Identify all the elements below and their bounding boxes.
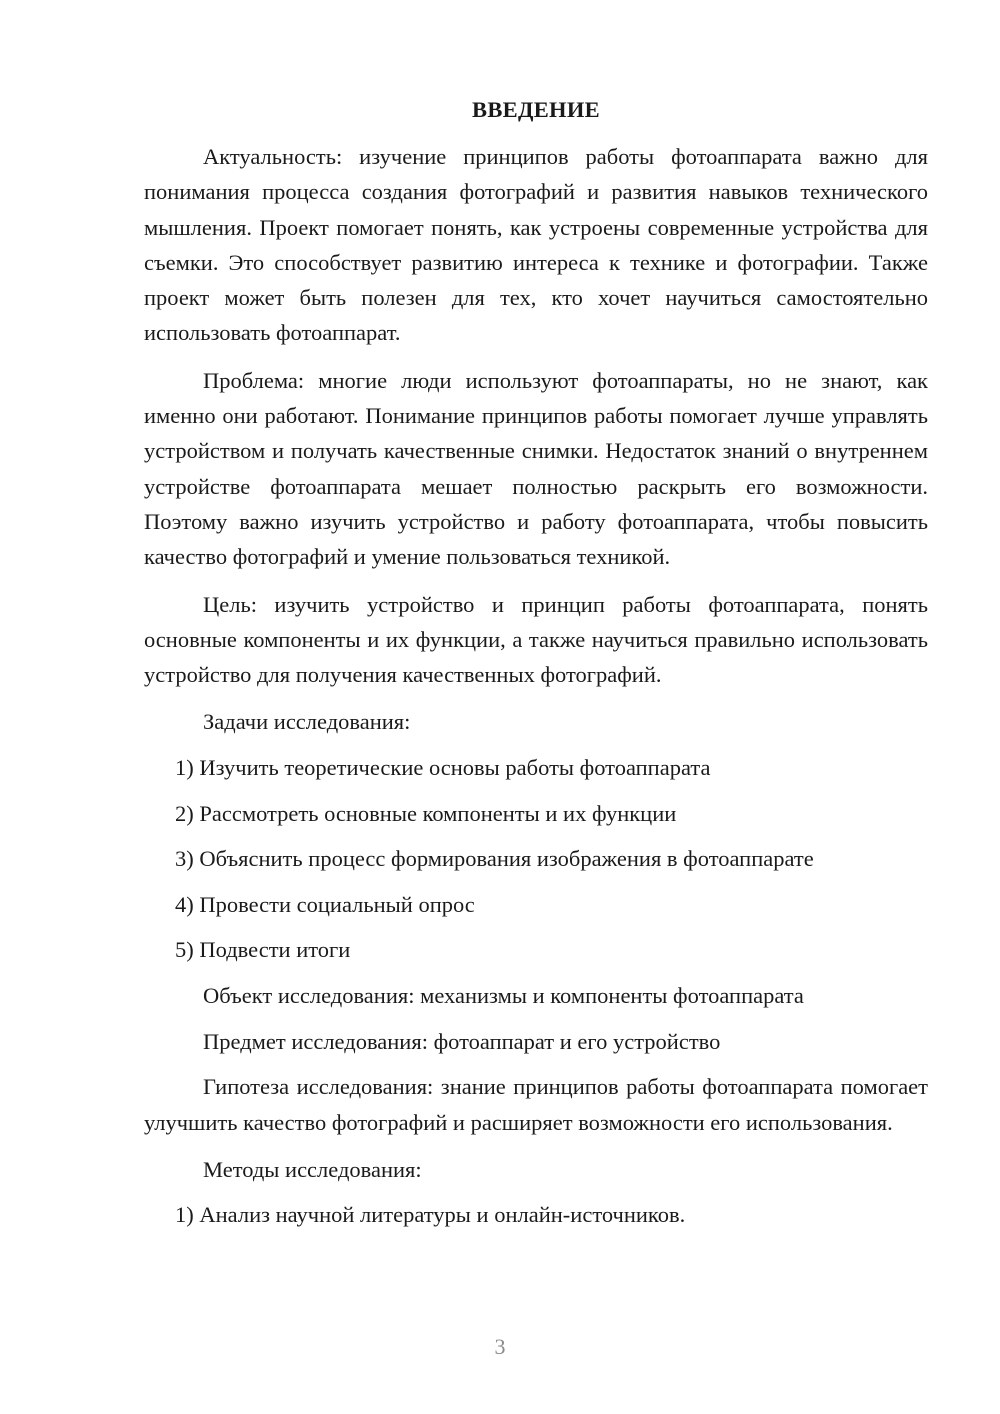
document-page (144, 92, 928, 1243)
relevance-paragraph: Актуальность: изучение принципов работы фотоаппарата важно для понимания процесса создания фотографий и развития навыков технического мышления. Проект помогает понять, как устроены современные устройства для съемки. Это способствует развитию интереса к технике и фотографии. Также проект может быть полезен для тех, кто хочет научиться самостоятельно использовать фотоаппарат. (144, 144, 928, 346)
list-item: 1) Анализ научной литературы и онлайн-источников. (175, 1202, 686, 1228)
list-item: 2) Рассмотреть основные компоненты и их функции (175, 800, 677, 826)
page-number: 3 (494, 1334, 506, 1359)
list-item: 1) Изучить теоретические основы работы фотоаппарата (175, 755, 711, 781)
tasks-list (144, 750, 928, 967)
subject-paragraph: Предмет исследования: фотоаппарат и его устройство (203, 1028, 721, 1054)
object-paragraph: Объект исследования: механизмы и компоненты фотоаппарата (203, 983, 804, 1009)
methods-list (144, 1197, 928, 1232)
page-title: ВВЕДЕНИЕ (472, 97, 600, 122)
list-item: 5) Подвести итоги (175, 937, 351, 963)
methods-heading: Методы исследования: (203, 1156, 422, 1182)
goal-paragraph: Цель: изучить устройство и принцип работы фотоаппарата, понять основные компоненты и их функции, а также научиться правильно использовать устройство для получения качественных фотографий. (144, 591, 928, 688)
list-item: 3) Объяснить процесс формирования изображения в фотоаппарате (175, 846, 814, 872)
list-item: 4) Провести социальный опрос (175, 891, 475, 917)
problem-paragraph: Проблема: многие люди используют фотоаппараты, но не знают, как именно они работают. Понимание принципов работы помогает лучше управлять устройством и получать качественные снимки. Недостаток знаний о внутреннем устройстве фотоаппарата мешает полностью раскрыть его возможности. Поэтому важно изучить устройство и работу фотоаппарата, чтобы повысить качество фотографий и умение пользоваться техникой. (144, 367, 928, 570)
tasks-heading: Задачи исследования: (203, 709, 411, 735)
hypothesis-paragraph: Гипотеза исследования: знание принципов работы фотоаппарата помогает улучшить качество фотографий и расширяет возможности его использования. (144, 1074, 928, 1135)
